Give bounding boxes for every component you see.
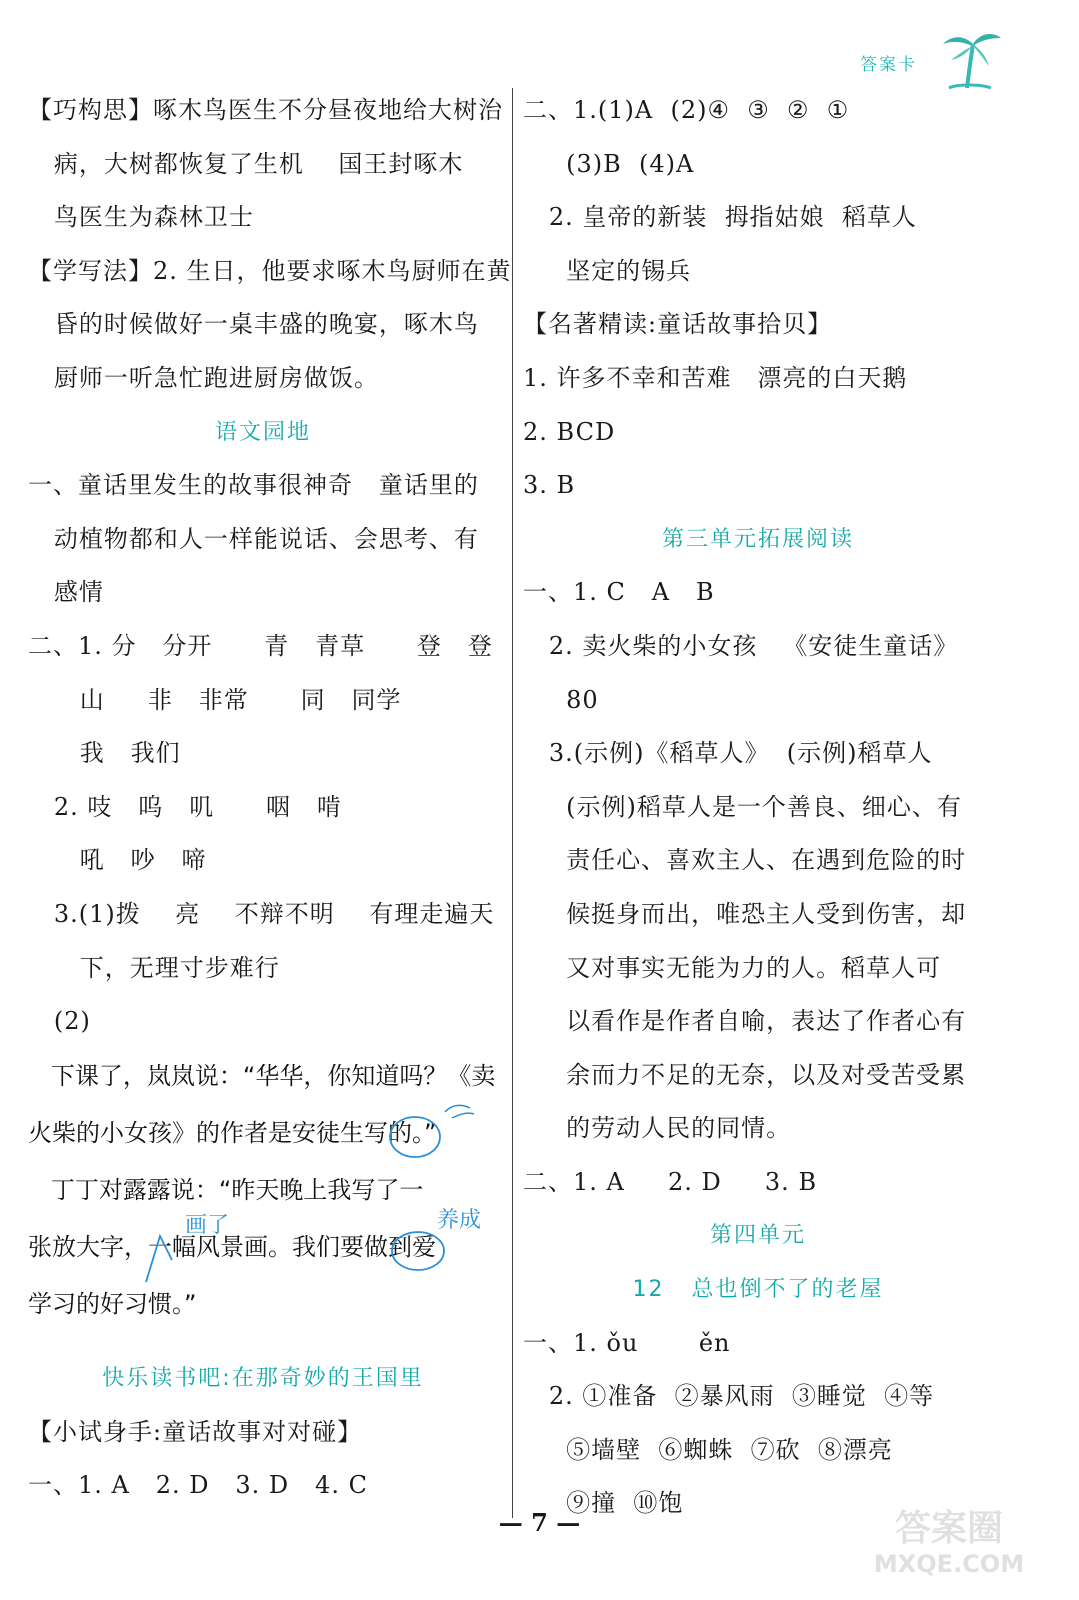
answer-line: 一、1. ǒu ěn — [523, 1328, 731, 1357]
answer-line: 动植物都和人一样能说话、会思考、有 — [28, 524, 479, 553]
section-heading: 12 总也倒不了的老屋 — [632, 1277, 884, 1303]
correction-note-1: 画了 — [185, 1213, 230, 1238]
answer-line: 山 非 非常 同 同学 — [28, 685, 402, 714]
answer-line: 【小试身手:童话故事对对碰】 — [28, 1417, 363, 1446]
answer-line: 一、童话里发生的故事很神奇 童话里的 — [28, 471, 479, 500]
answer-line: 二、1. A 2. D 3. B — [523, 1167, 818, 1196]
answer-line: 1. 许多不幸和苦难 漂亮的白天鹅 — [523, 363, 908, 392]
answer-line: 2. BCD — [523, 417, 616, 446]
svg-text:答案圈: 答案圈 — [894, 1508, 1004, 1549]
handwritten-line: 丁丁对露露说：“昨天晚上我写了一 — [28, 1176, 424, 1204]
handwritten-line: 下课了，岚岚说：“华华，你知道吗？《卖 — [28, 1062, 496, 1090]
answer-line: 80 — [523, 685, 599, 714]
answer-line: 二、1. 分 分开 青 青草 登 登 — [28, 631, 493, 660]
site-watermark-logo — [839, 1500, 1059, 1580]
answer-card-label: 答案卡 — [860, 55, 917, 75]
handwritten-line: 学习的好习惯。” — [28, 1290, 197, 1318]
svg-text:MXQE.COM: MXQE.COM — [873, 1550, 1025, 1578]
answer-line: 3.(1)拨 亮 不辩不明 有理走遍天 — [28, 899, 495, 928]
answer-line: (3)B (4)A — [523, 149, 695, 178]
answer-line: 3.(示例)《稻草人》 (示例)稻草人 — [523, 739, 933, 768]
answer-line: 坚定的锡兵 — [523, 256, 692, 285]
answer-line: 【名著精读:童话故事拾贝】 — [523, 310, 833, 339]
answer-line: ⑤墙壁 ⑥蜘蛛 ⑦砍 ⑧漂亮 — [523, 1435, 893, 1464]
page-number: — 7 — — [498, 1508, 581, 1537]
answer-line: 病，大树都恢复了生机 国王封啄木 — [28, 149, 464, 178]
handwritten-line: 火柴的小女孩》的作者是安徒生写的。” — [28, 1119, 437, 1147]
answer-line: (2) — [28, 1007, 91, 1036]
section-heading: 第三单元拓展阅读 — [661, 526, 854, 552]
right-column — [523, 84, 993, 1531]
answer-line: 吼 吵 啼 — [28, 846, 207, 875]
answer-line: 我 我们 — [28, 739, 181, 768]
left-bottom-section — [28, 1352, 498, 1513]
section-heading: 第四单元 — [709, 1223, 806, 1249]
correction-note-2: 养成 — [437, 1208, 482, 1233]
answer-line: 2. 皇帝的新装 拇指姑娘 稻草人 — [523, 203, 917, 232]
answer-line: 鸟医生为森林卫士 — [28, 203, 254, 232]
answer-line: 2. ①准备 ②暴风雨 ③睡觉 ④等 — [523, 1382, 935, 1411]
answer-line: 厨师一听急忙跑进厨房做饭。 — [28, 363, 379, 392]
answer-line: 一、1. A 2. D 3. D 4. C — [28, 1471, 368, 1500]
answer-line: 候挺身而出，唯恐主人受到伤害，却 — [523, 899, 967, 928]
answer-line: 【巧构思】啄木鸟医生不分昼夜地给大树治 — [28, 96, 503, 124]
answer-line: 一、1. C A B — [523, 578, 715, 607]
answer-line: 以看作是作者自喻，表达了作者心有 — [523, 1007, 967, 1036]
answer-line: 又对事实无能为力的人。稻草人可 — [523, 953, 942, 982]
answer-line: 责任心、喜欢主人、在遇到危险的时 — [523, 846, 967, 875]
answer-line: 2. 卖火柴的小女孩 《安徒生童话》 — [523, 631, 959, 660]
answer-line: 2. 吱 呜 叽 咽 啃 — [28, 792, 342, 821]
answer-line: 昏的时候做好一桌丰盛的晚宴，啄木鸟 — [28, 310, 479, 339]
answer-line: 【学写法】2. 生日，他要求啄木鸟厨师在黄 — [28, 256, 512, 285]
section-heading: 快乐读书吧:在那奇妙的王国里 — [102, 1366, 424, 1391]
handwritten-line: 张放大字，一幅风景画。我们要做到爱 — [28, 1233, 436, 1261]
section-heading: 语文园地 — [214, 419, 311, 445]
answer-line: 感情 — [28, 578, 104, 607]
answer-line: (示例)稻草人是一个善良、细心、有 — [523, 792, 962, 821]
answer-line: 的劳动人民的同情。 — [523, 1114, 792, 1143]
answer-line: 3. B — [523, 471, 576, 500]
answer-line: 余而力不足的无奈，以及对受苦受累 — [523, 1060, 967, 1089]
answer-line: 二、1.(1)A (2)④ ③ ② ① — [523, 96, 850, 124]
answer-line: ⑨撞 ⑩饱 — [523, 1489, 684, 1518]
answer-line: 下，无理寸步难行 — [28, 953, 280, 982]
